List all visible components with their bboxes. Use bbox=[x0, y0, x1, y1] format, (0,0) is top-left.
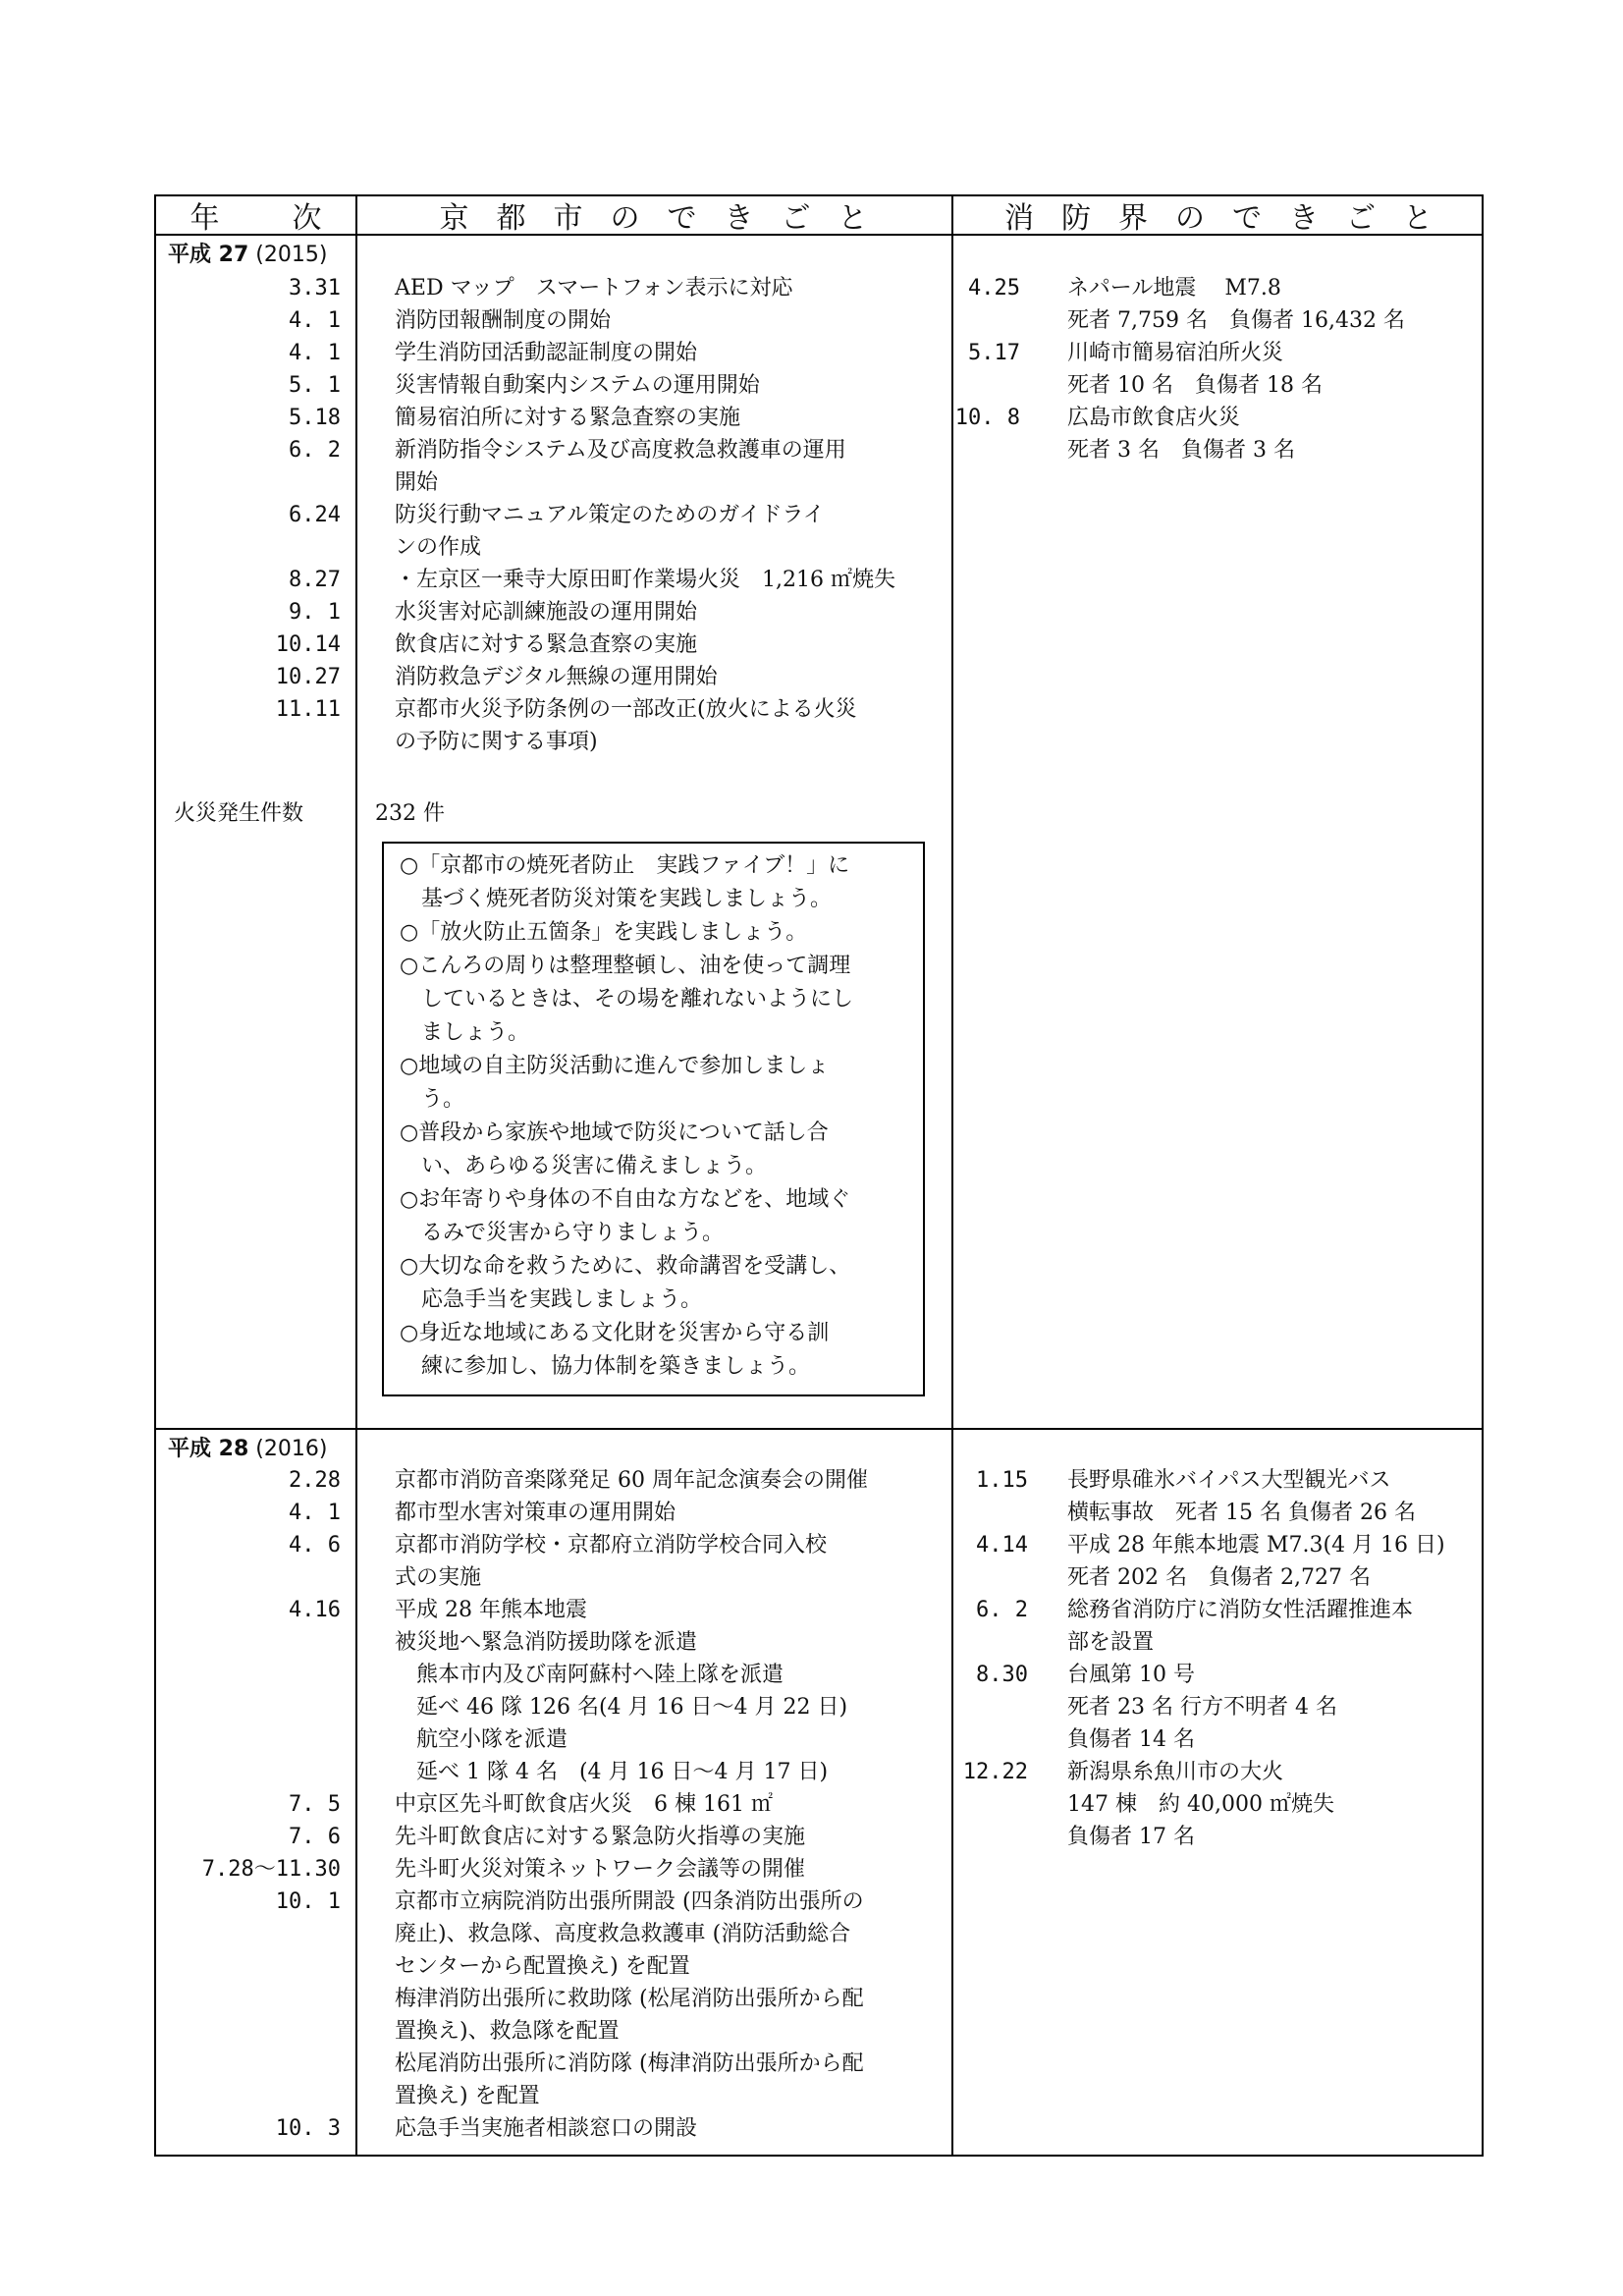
world-event-text: 147 棟 約 40,000 ㎡焼失 bbox=[1067, 1792, 1334, 1817]
slogan-line: ○「放火防止五箇条」を実践しましょう。 bbox=[400, 920, 808, 945]
kyoto-event-text: 中京区先斗町飲食店火災 6 棟 161 ㎡ bbox=[395, 1792, 773, 1817]
world-event-date: 5.17 bbox=[968, 341, 1020, 365]
kyoto-event-text: 応急手当実施者相談窓口の開設 bbox=[395, 2116, 698, 2141]
col-divider-2 bbox=[951, 196, 953, 2155]
kyoto-event-text: 先斗町火災対策ネットワーク会議等の開催 bbox=[395, 1857, 806, 1882]
kyoto-event-text: 都市型水害対策車の運用開始 bbox=[395, 1501, 676, 1525]
slogan-line: 基づく焼死者防災対策を実践しましょう。 bbox=[400, 887, 833, 911]
col-divider-1 bbox=[355, 196, 357, 2155]
kyoto-event-date: 6. 2 bbox=[289, 438, 341, 463]
world-event-text: 負傷者 14 名 bbox=[1067, 1727, 1195, 1752]
kyoto-event-text: 廃止)、救急隊、高度救急救護車 (消防活動総合 bbox=[395, 1922, 851, 1946]
kyoto-event-text: 開始 bbox=[395, 470, 439, 495]
world-event-text: 死者 10 名 負傷者 18 名 bbox=[1067, 373, 1323, 398]
slogan-line: ○地域の自主防災活動に進んで参加しましょ bbox=[400, 1054, 830, 1078]
kyoto-event-text: 梅津消防出張所に救助隊 (松尾消防出張所から配 bbox=[395, 1987, 864, 2011]
kyoto-event-text: 延べ 46 隊 126 名(4 月 16 日～4 月 22 日) bbox=[395, 1695, 848, 1720]
slogan-line: ○大切な命を救うために、救命講習を受講し、 bbox=[400, 1254, 851, 1279]
kyoto-event-date: 3.31 bbox=[289, 276, 341, 301]
world-event-date: 4.14 bbox=[976, 1533, 1028, 1558]
kyoto-event-text: 航空小隊を派遣 bbox=[395, 1727, 568, 1752]
kyoto-event-date: 10.27 bbox=[275, 665, 341, 689]
slogan-line: しているときは、その場を離れないようにし bbox=[400, 987, 854, 1011]
kyoto-event-date: 9. 1 bbox=[289, 600, 341, 625]
world-event-text: 広島市飲食店火災 bbox=[1067, 406, 1241, 430]
header-kyoto-events: 京 都 市 の で き ご と bbox=[439, 201, 868, 236]
kyoto-event-text: 水災害対応訓練施設の運用開始 bbox=[395, 600, 698, 625]
kyoto-event-text: 京都市火災予防条例の一部改正(放火による火災 bbox=[395, 697, 857, 722]
kyoto-event-date: 5. 1 bbox=[289, 373, 341, 398]
kyoto-event-text: 京都市消防音楽隊発足 60 周年記念演奏会の開催 bbox=[395, 1468, 868, 1493]
kyoto-event-text: 簡易宿泊所に対する緊急査察の実施 bbox=[395, 406, 741, 430]
fire-count-label: 火災発生件数 bbox=[174, 801, 304, 826]
slogan-line: ましょう。 bbox=[400, 1020, 530, 1045]
world-event-text: 長野県碓氷バイパス大型観光バス bbox=[1067, 1468, 1391, 1493]
kyoto-event-date: 6.24 bbox=[289, 503, 341, 527]
world-event-date: 8.30 bbox=[976, 1663, 1028, 1687]
kyoto-event-text: AED マップ スマートフォン表示に対応 bbox=[395, 276, 793, 301]
kyoto-event-date: 7. 6 bbox=[289, 1825, 341, 1849]
slogan-line: 練に参加し、協力体制を築きましょう。 bbox=[400, 1354, 811, 1379]
world-event-text: 死者 202 名 負傷者 2,727 名 bbox=[1067, 1565, 1371, 1590]
kyoto-event-date: 8.27 bbox=[289, 568, 341, 592]
kyoto-event-text: 置換え)、救急隊を配置 bbox=[395, 2019, 620, 2044]
kyoto-event-text: 平成 28 年熊本地震 bbox=[395, 1598, 587, 1622]
slogan-line: ○こんろの周りは整理整頓し、油を使って調理 bbox=[400, 954, 851, 978]
fire-safety-slogan-box bbox=[382, 842, 925, 1396]
world-event-date: 1.15 bbox=[976, 1468, 1028, 1493]
world-event-text: 横転事故 死者 15 名 負傷者 26 名 bbox=[1067, 1501, 1416, 1525]
slogan-line: い、あらゆる災害に備えましょう。 bbox=[400, 1154, 768, 1178]
kyoto-event-text: 置換え) を配置 bbox=[395, 2084, 540, 2108]
world-event-date: 10. 8 bbox=[954, 406, 1020, 430]
world-event-text: 部を設置 bbox=[1067, 1630, 1155, 1655]
header-world-events: 消 防 界 の で き ご と bbox=[1004, 201, 1433, 236]
kyoto-event-text: 被災地へ緊急消防援助隊を派遣 bbox=[395, 1630, 698, 1655]
world-event-text: 総務省消防庁に消防女性活躍推進本 bbox=[1067, 1598, 1414, 1622]
kyoto-event-date: 10. 1 bbox=[275, 1889, 341, 1914]
chronology-table bbox=[154, 194, 1484, 2157]
header-year: 年 次 bbox=[189, 201, 322, 236]
kyoto-event-date: 4. 1 bbox=[289, 341, 341, 365]
kyoto-event-date: 4. 6 bbox=[289, 1533, 341, 1558]
slogan-line: う。 bbox=[400, 1087, 465, 1112]
kyoto-event-date: 5.18 bbox=[289, 406, 341, 430]
slogan-line: ○普段から家族や地域で防災について話し合 bbox=[400, 1121, 829, 1145]
world-event-text: 死者 23 名 行方不明者 4 名 bbox=[1067, 1695, 1337, 1720]
kyoto-event-text: 式の実施 bbox=[395, 1565, 482, 1590]
kyoto-event-text: 京都市消防学校・京都府立消防学校合同入校 bbox=[395, 1533, 828, 1558]
slogan-line: 応急手当を実践しましょう。 bbox=[400, 1287, 703, 1312]
kyoto-event-text: ・左京区一乗寺大原田町作業場火災 1,216 ㎡焼失 bbox=[395, 568, 895, 592]
kyoto-event-date: 7. 5 bbox=[289, 1792, 341, 1817]
world-event-date: 4.25 bbox=[968, 276, 1020, 301]
kyoto-event-text: 飲食店に対する緊急査察の実施 bbox=[395, 632, 698, 657]
kyoto-event-text: 新消防指令システム及び高度救急救護車の運用 bbox=[395, 438, 846, 463]
world-event-date: 6. 2 bbox=[976, 1598, 1028, 1622]
kyoto-event-date: 7.28～11.30 bbox=[201, 1857, 341, 1882]
world-event-date: 12.22 bbox=[962, 1760, 1028, 1784]
kyoto-event-date: 4.16 bbox=[289, 1598, 341, 1622]
year-divider bbox=[156, 1428, 1482, 1430]
kyoto-event-date: 10.14 bbox=[275, 632, 341, 657]
slogan-line: るみで災害から守りましょう。 bbox=[400, 1221, 725, 1245]
slogan-line: ○「京都市の焼死者防止 実践ファイブ！」に bbox=[400, 853, 850, 878]
kyoto-event-date: 11.11 bbox=[275, 697, 341, 722]
world-event-text: 新潟県糸魚川市の大火 bbox=[1067, 1760, 1284, 1784]
kyoto-event-text: 防災行動マニュアル策定のためのガイドライ bbox=[395, 503, 825, 527]
kyoto-event-text: 先斗町飲食店に対する緊急防火指導の実施 bbox=[395, 1825, 806, 1849]
fire-count-value: 232 件 bbox=[375, 801, 445, 826]
kyoto-event-date: 2.28 bbox=[289, 1468, 341, 1493]
kyoto-event-text: 災害情報自動案内システムの運用開始 bbox=[395, 373, 760, 398]
world-event-text: 負傷者 17 名 bbox=[1067, 1825, 1195, 1849]
year-label-2015: 平成 27 (2015) bbox=[168, 243, 328, 267]
world-event-text: 川崎市簡易宿泊所火災 bbox=[1067, 341, 1284, 365]
kyoto-event-text: の予防に関する事項) bbox=[395, 730, 598, 754]
kyoto-event-text: センターから配置換え) を配置 bbox=[395, 1954, 690, 1979]
world-event-text: ネパール地震 M7.8 bbox=[1067, 276, 1281, 301]
kyoto-event-text: 熊本市内及び南阿蘇村へ陸上隊を派遣 bbox=[395, 1663, 784, 1687]
world-event-text: 死者 3 名 負傷者 3 名 bbox=[1067, 438, 1295, 463]
header-divider bbox=[156, 234, 1482, 236]
kyoto-event-date: 4. 1 bbox=[289, 308, 341, 333]
slogan-line: ○身近な地域にある文化財を災害から守る訓 bbox=[400, 1321, 830, 1345]
kyoto-event-text: ンの作成 bbox=[395, 535, 482, 560]
kyoto-event-text: 京都市立病院消防出張所開設 (四条消防出張所の bbox=[395, 1889, 864, 1914]
kyoto-event-date: 4. 1 bbox=[289, 1501, 341, 1525]
kyoto-event-text: 学生消防団活動認証制度の開始 bbox=[395, 341, 698, 365]
world-event-text: 台風第 10 号 bbox=[1067, 1663, 1195, 1687]
world-event-text: 死者 7,759 名 負傷者 16,432 名 bbox=[1067, 308, 1405, 333]
kyoto-event-text: 消防団報酬制度の開始 bbox=[395, 308, 612, 333]
kyoto-event-text: 延べ 1 隊 4 名 (4 月 16 日～4 月 17 日) bbox=[395, 1760, 829, 1784]
kyoto-event-text: 松尾消防出張所に消防隊 (梅津消防出張所から配 bbox=[395, 2051, 864, 2076]
kyoto-event-date: 10. 3 bbox=[275, 2116, 341, 2141]
kyoto-event-text: 消防救急デジタル無線の運用開始 bbox=[395, 665, 718, 689]
year-label-2016: 平成 28 (2016) bbox=[168, 1437, 328, 1461]
slogan-line: ○お年寄りや身体の不自由な方などを、地域ぐ bbox=[400, 1187, 851, 1212]
world-event-text: 平成 28 年熊本地震 M7.3(4 月 16 日) bbox=[1067, 1533, 1445, 1558]
